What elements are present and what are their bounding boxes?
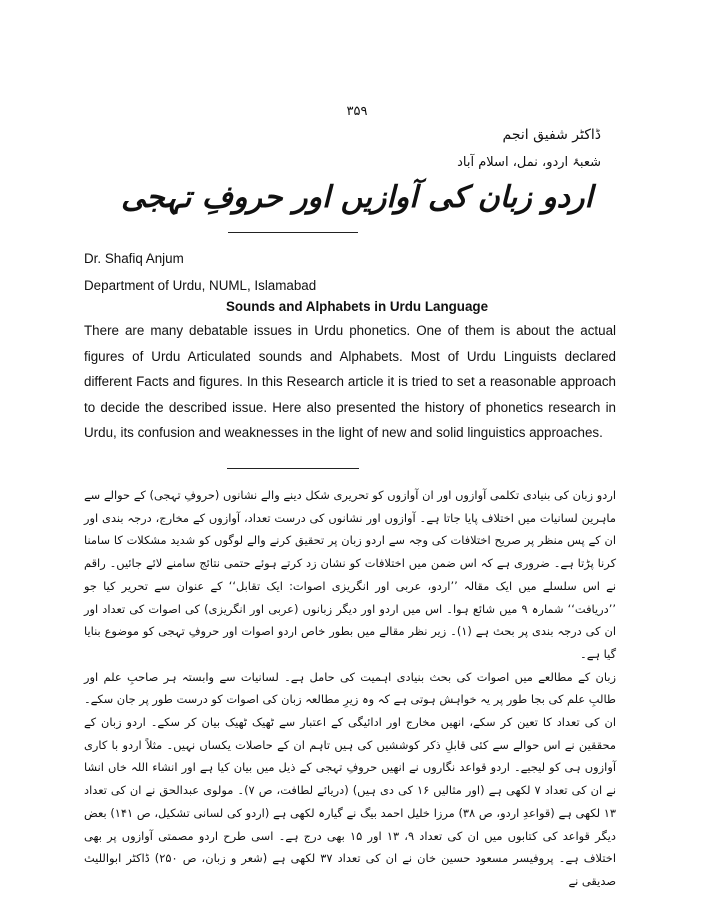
author-name-english: Dr. Shafiq Anjum	[84, 251, 184, 266]
body-paragraph: زبان کے مطالعے میں اصوات کی بحث بنیادی اہمیت کی حامل ہے۔ لسانیات سے وابستہ ہر صاحبِ علم اور طالبِ علم کی بجا طور پر یہ خواہش ہوتی ہے کہ وہ زیرِ مطالعہ زبان کی اصوات کو درست طور پر جان سکے۔ ان کی تعداد کا تعین کر سکے، انھیں مخارج اور ادائیگی کے اعتبار سے ٹھیک ٹھیک بیان کر سکے۔ اردو زبان کے محققین نے اس حوالے سے کئی قابلِ ذکر کوششیں کی ہیں تاہم ان کے حاصلات یکساں نہیں۔ مثلاً اردو با کاری آوازوں ہی کو لیجیے۔ اردو قواعد نگاروں نے انھیں حروفِ تہجی کے ذیل میں بیان کیا ہے اور انشاء اللہ خاں انشا نے ان کی تعداد ۷ لکھی ہے (اور مثالیں ۱۶ کی دی ہیں) (دریائے لطافت، ص ۷)۔ مولوی عبدالحق نے ان کی تعداد ۱۳ لکھی ہے (قواعدِ اردو، ص ۳۸) مرزا خلیل احمد بیگ نے گیارہ لکھی ہے (اردو کی لسانی تشکیل، ص ۱۴۱) بعض دیگر قواعد کی کتابوں میں ان کی تعداد ۹، ۱۳ اور ۱۵ بھی درج ہے۔ اسی طرح اردو مصمتی آوازوں پر بھی اختلاف ہے۔ پروفیسر مسعود حسین خان نے ان کی تعداد ۳۷ لکھی ہے (شعر و زبان، ص ۲۵۰) ڈاکٹر ابواللیث صدیقی نے	[84, 669, 617, 888]
urdu-body-text	[84, 484, 616, 893]
author-name-urdu: ڈاکٹر شفیق انجم	[502, 127, 601, 143]
affiliation-english: Department of Urdu, NUML, Islamabad	[84, 278, 317, 293]
affiliation-urdu: شعبۂ اردو، نمل، اسلام آباد	[457, 155, 601, 170]
page-number: ۳۵۹	[346, 104, 368, 119]
body-paragraph: اردو زبان کی بنیادی تکلمی آوازوں اور ان آوازوں کو تحریری شکل دینے والے نشانوں (حروفِ تہجی) کے حوالے سے ماہرین لسانیات میں اختلاف پایا جاتا ہے۔ آوازوں اور نشانوں کی درست تعداد، آوازوں کے مخارج، درجہ بندی اور ان کے پس منظر پر صریح اختلافات کی وجہ سے اردو زبان پر تحقیق کرنے والے لوگوں کو شدید مشکلات کا سامنا کرنا پڑتا ہے۔ ضروری ہے کہ اس ضمن میں اختلافات کو نشان زد کرتے ہوئے حتمی نتائج سامنے لائے جائیں۔ راقم نے اس سلسلے میں ایک مقالہ ’’اردو، عربی اور انگریزی اصوات: ایک تقابل‘‘ کے عنوان سے تحریر کیا جو ’’دریافت‘‘ شمارہ ۹ میں شائع ہوا۔ اس میں اردو اور دیگر زبانوں (عربی اور انگریزی) کی اصوات کی تعداد اور ان کی درجہ بندی پر بحث ہے (۱)۔ زیر نظر مقالے میں بطور خاص اردو اصوات اور حروفِ تہجی کو موضوع بنایا گیا ہے۔	[84, 488, 616, 661]
article-title-urdu: اردو زبان کی آوازیں اور حروفِ تہجی	[121, 180, 593, 215]
title-divider	[228, 232, 358, 233]
article-title-english: Sounds and Alphabets in Urdu Language	[225, 299, 489, 314]
abstract-paragraph: There are many debatable issues in Urdu phonetics. One of them is about the actual figures of Urdu Articulated sounds and Alphabets. Most of Urdu Linguists declared different Facts and figures. In this Research article it is tried to set a reasonable approach to decide the described issue. Here also presented the history of phonetics research in Urdu, its confusion and weaknesses in the light of new and solid linguistics approaches.	[84, 323, 616, 440]
abstract-divider	[227, 468, 359, 469]
